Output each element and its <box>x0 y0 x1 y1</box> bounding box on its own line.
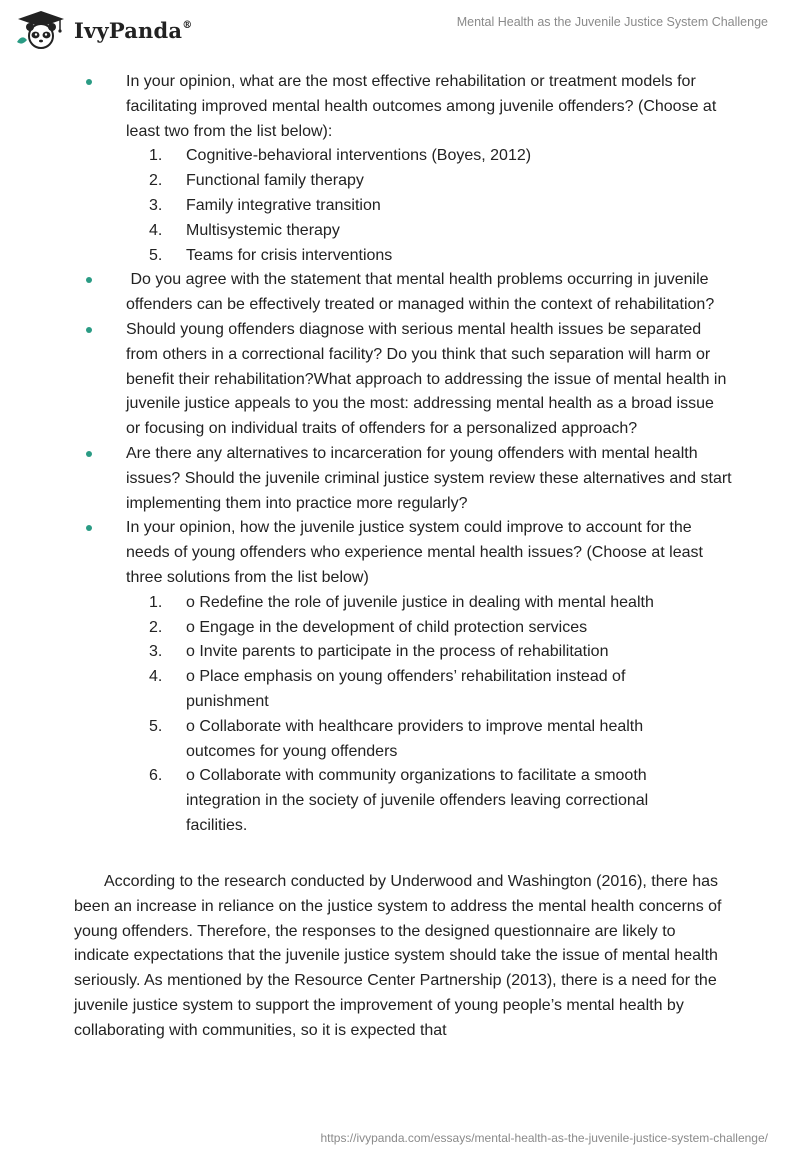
question-item <box>126 70 732 268</box>
list-item <box>126 219 686 244</box>
list-number: 5. <box>149 717 163 735</box>
list-text: o Collaborate with community organizations to facilitate a smooth integration in the society of juvenile offenders leaving correctional facilities. <box>186 767 649 834</box>
source-url-link[interactable]: https://ivypanda.com/essays/mental-health-as-the-juvenile-justice-system-challenge/ <box>320 1131 768 1145</box>
solutions-list <box>126 591 732 839</box>
question-item <box>126 268 732 318</box>
list-text: o Engage in the development of child protection services <box>186 618 588 636</box>
list-item <box>126 640 686 665</box>
list-text: Family integrative transition <box>186 196 381 214</box>
treatment-models-list <box>126 144 732 268</box>
list-text: Cognitive-behavioral interventions (Boyes, 2012) <box>186 147 532 165</box>
list-item <box>126 194 686 219</box>
list-number: 3. <box>149 196 163 214</box>
list-number: 4. <box>149 221 163 239</box>
document-title: Mental Health as the Juvenile Justice System Challenge <box>456 15 768 29</box>
list-number: 2. <box>149 172 163 190</box>
list-text: o Place emphasis on young offenders’ rehabilitation instead of punishment <box>186 668 626 710</box>
list-item <box>126 591 686 616</box>
document-body <box>0 70 800 1044</box>
list-number: 2. <box>149 618 163 636</box>
registered-mark: ® <box>182 19 193 31</box>
list-item <box>126 715 686 765</box>
questions-list <box>0 70 800 839</box>
brand-name: IvyPanda® <box>74 17 193 43</box>
list-number: 3. <box>149 643 163 661</box>
panda-graduate-icon <box>14 10 68 50</box>
list-text: o Redefine the role of juvenile justice in dealing with mental health <box>186 593 654 611</box>
list-item <box>126 665 686 715</box>
body-paragraph: According to the research conducted by Underwood and Washington (2016), there has been an increase in reliance on the justice system to address the mental health concerns of young offenders. Therefore, the responses to the designed questionnaire are likely to indicate expectations that the juvenile justice system should take the issue of mental health seriously. As mentioned by the Resource Center Partnership (2013), there is a need for the juvenile justice system to support the improvement of young people’s mental health by collaborating with communities, so it is expected that <box>74 872 722 1040</box>
list-number: 6. <box>149 767 163 785</box>
question-item <box>126 442 732 516</box>
list-item <box>126 144 686 169</box>
bullet-dot-icon <box>86 451 92 457</box>
list-number: 1. <box>149 147 163 165</box>
ivypanda-logo[interactable] <box>14 10 192 50</box>
bullet-dot-icon <box>86 327 92 333</box>
list-text: Functional family therapy <box>186 172 364 190</box>
bullet-dot-icon <box>86 277 92 283</box>
list-number: 1. <box>149 593 163 611</box>
question-text: In your opinion, what are the most effective rehabilitation or treatment models for facilitating improved mental health outcomes among juvenile offenders? (Choose at least two from the list below): <box>126 73 717 140</box>
list-item <box>126 764 686 838</box>
page-header <box>0 0 800 64</box>
list-number: 4. <box>149 668 163 686</box>
bullet-dot-icon <box>86 79 92 85</box>
question-text: Should young offenders diagnose with serious mental health issues be separated from others in a correctional facility? Do you think that such separation will harm or benefit their rehabilitation?What approach to addressing the issue of mental health in juvenile justice appeals to you the most: addressing mental health as a broad issue or focusing on individual traits of offenders for a personalized approach? <box>126 320 727 438</box>
list-text: Teams for crisis interventions <box>186 246 393 264</box>
question-item <box>126 516 732 838</box>
list-item <box>126 616 686 641</box>
question-item <box>126 318 732 442</box>
list-number: 5. <box>149 246 163 264</box>
list-text: Multisystemic therapy <box>186 221 340 239</box>
question-text: Do you agree with the statement that mental health problems occurring in juvenile offenders can be effectively treated or managed within the context of rehabilitation? <box>126 271 715 314</box>
list-item <box>126 244 686 269</box>
bullet-dot-icon <box>86 525 92 531</box>
list-text: o Collaborate with healthcare providers to improve mental health outcomes for young offenders <box>186 717 644 760</box>
question-text: In your opinion, how the juvenile justice system could improve to account for the needs of young offenders who experience mental health issues? (Choose at least three solutions from the list below) <box>126 519 703 586</box>
list-text: o Invite parents to participate in the process of rehabilitation <box>186 643 609 661</box>
question-text: Are there any alternatives to incarceration for young offenders with mental health issues? Should the juvenile criminal justice system review these alternatives and start implementing them into practice more regularly? <box>126 444 732 512</box>
list-item <box>126 169 686 194</box>
